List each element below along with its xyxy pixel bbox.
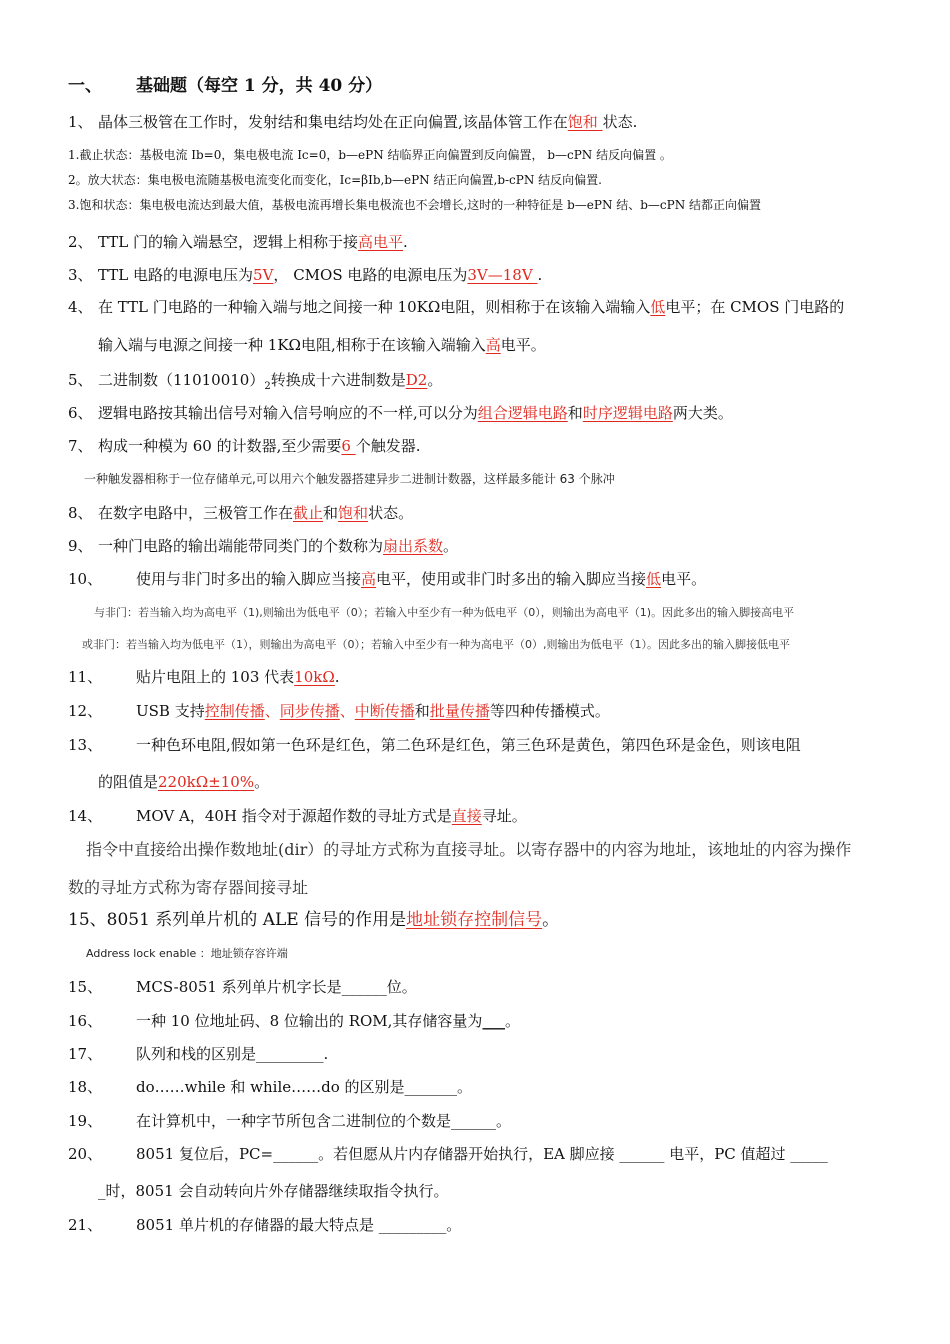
answer: 控制传播	[204, 702, 265, 720]
note-q1-3: 3.饱和状态：集电极电流达到最大值，基极电流再增长集电极流也不会增长,这时的一种特征是 b—ePN 结、b—cPN 结都正向偏置	[68, 198, 762, 212]
answer: D2	[405, 371, 428, 389]
question-16: 16、 一种 10 位地址码、8 位输出的 ROM,其存储容量为___。	[68, 1012, 520, 1030]
note-q7: 一种触发器相称于一位存储单元,可以用六个触发器搭建异步二进制计数器，这样最多能计 63 个脉冲	[84, 472, 615, 486]
note-q14-1: 指令中直接给出操作数地址(dir）的寻址方式称为直接寻址。以寄存器中的内容为地址，该地址的内容为操作	[86, 840, 852, 859]
question-11: 11、 贴片电阻上的 103 代表10kΩ.	[68, 668, 340, 686]
question-13: 13、 一种色环电阻,假如第一色环是红色，第二色环是红色，第三色环是黄色，第四色环是金色，则该电阻	[68, 736, 801, 754]
question-14: 14、 MOV A，40H 指令对于源超作数的寻址方式是直接寻址。	[68, 807, 527, 825]
answer: 低	[650, 298, 666, 316]
answer: 饱和	[338, 504, 369, 522]
question-18: 18、 do……while 和 while……do 的区别是_______。	[68, 1078, 473, 1096]
blank[interactable]: ______	[341, 978, 387, 996]
note-q14-2: 数的寻址方式称为寄存器间接寻址	[68, 878, 309, 897]
question-21: 21、 8051 单片机的存储器的最大特点是 _________。	[68, 1216, 462, 1234]
answer: 饱和	[567, 113, 603, 131]
question-10: 10、 使用与非门时多出的输入脚应当接高电平，使用或非门时多出的输入脚应当接低电平。	[68, 570, 707, 588]
answer: 10kΩ	[294, 668, 335, 686]
question-4-cont: 输入端与电源之间接一种 1KΩ电阻,相称于在该输入端输入高电平。	[98, 336, 546, 354]
note-q1-1: 1.截止状态：基极电流 Ib=0，集电极电流 Ic=0，b—ePN 结临界正向偏置到反向偏置， b—cPN 结反向偏置 。	[68, 148, 672, 162]
question-4: 4、 在 TTL 门电路的一种输入端与地之间接一种 10KΩ电阻，则相称于在该输入端输入低电平；在 CMOS 门电路的	[68, 298, 845, 316]
question-5: 5、 二进制数$(11010010)_2$转换成十六进制数是D2。	[68, 371, 443, 392]
blank[interactable]: _____	[790, 1145, 828, 1163]
answer: 高	[361, 570, 377, 588]
question-7: 7、 构成一种模为 60 的计数器,至少需要6 个触发器.	[68, 437, 421, 455]
answer: 时序逻辑电路	[582, 404, 673, 422]
blank[interactable]: ___	[482, 1012, 505, 1030]
answer: 直接	[451, 807, 482, 825]
note-q10-1: 与非门：若当输入均为高电平（1),则输出为低电平（0）；若输入中至少有一种为低电平（0），则输出为高电平（1)。因此多出的输入脚接高电平	[94, 606, 795, 619]
note-q1-2: 2。放大状态：集电极电流随基极电流变化而变化，Ic=βIb,b—ePN 结正向偏置,b-cPN 结反向偏置.	[68, 173, 602, 187]
answer: 地址锁存控制信号	[406, 910, 543, 930]
answer: 同步传播	[279, 702, 340, 720]
answer: 3V—18V	[467, 266, 538, 284]
answer: 6	[341, 437, 356, 455]
blank[interactable]: ______	[619, 1145, 665, 1163]
question-19: 19、 在计算机中，一种字节所包含二进制位的个数是______。	[68, 1112, 512, 1130]
blank[interactable]: _________	[256, 1045, 324, 1063]
blank[interactable]: ______	[273, 1145, 319, 1163]
question-3: 3、 TTL 电路的电源电压为5V， CMOS 电路的电源电压为3V—18V .	[68, 266, 543, 284]
answer: 低	[646, 570, 662, 588]
question-8: 8、 在数字电路中，三极管工作在截止和饱和状态。	[68, 504, 414, 522]
answer: 220kΩ±10%	[158, 773, 255, 791]
answer: 中断传播	[354, 702, 415, 720]
answer: 组合逻辑电路	[477, 404, 568, 422]
answer: 5V	[253, 266, 274, 284]
blank[interactable]: ______	[451, 1112, 497, 1130]
section-heading: 一、 基础题（每空 1 分，共 40 分）	[68, 76, 383, 96]
question-6: 6、 逻辑电路按其输出信号对输入信号响应的不一样,可以分为组合逻辑电路和时序逻辑电路两大类。	[68, 404, 733, 422]
question-12: 12、 USB 支持控制传播、同步传播、中断传播和批量传播等四种传播模式。	[68, 702, 610, 720]
answer: 高	[485, 336, 501, 354]
question-15-wordsize: 15、 MCS-8051 系列单片机字长是______位。	[68, 978, 417, 996]
answer: 扇出系数	[383, 537, 444, 555]
answer: 截止	[293, 504, 324, 522]
question-1: 1、 晶体三极管在工作时，发射结和集电结均处在正向偏置,该晶体管工作在饱和 状态.	[68, 113, 638, 131]
answer: 批量传播	[429, 702, 490, 720]
question-20-cont: _时，8051 会自动转向片外存储器继续取指令执行。	[98, 1182, 449, 1200]
question-9: 9、 一种门电路的输出端能带同类门的个数称为扇出系数。	[68, 537, 459, 555]
question-17: 17、 队列和栈的区别是_________.	[68, 1045, 329, 1063]
question-13-cont: 的阻值是220kΩ±10%。	[98, 773, 270, 791]
answer: 高电平	[358, 233, 404, 251]
note-q15: Address lock enable ：地址锁存容许端	[86, 947, 288, 960]
blank[interactable]: _________	[378, 1216, 447, 1234]
note-q10-2: 或非门：若当输入均为低电平（1），则输出为高电平（0）；若输入中至少有一种为高电平（0）,则输出为低电平（1）。因此多出的输入脚接低电平	[82, 638, 790, 651]
blank[interactable]: _______	[404, 1078, 458, 1096]
blank[interactable]: _	[98, 1182, 106, 1200]
question-20: 20、 8051 复位后，PC=______。若但愿从片内存储器开始执行，EA 脚应接 ______ 电平，PC 值超过 _____	[68, 1145, 828, 1163]
question-2: 2、 TTL 门的输入端悬空，逻辑上相称于接高电平.	[68, 233, 408, 251]
question-15-ale: 15、8051 系列单片机的 ALE 信号的作用是地址锁存控制信号。	[68, 910, 560, 930]
